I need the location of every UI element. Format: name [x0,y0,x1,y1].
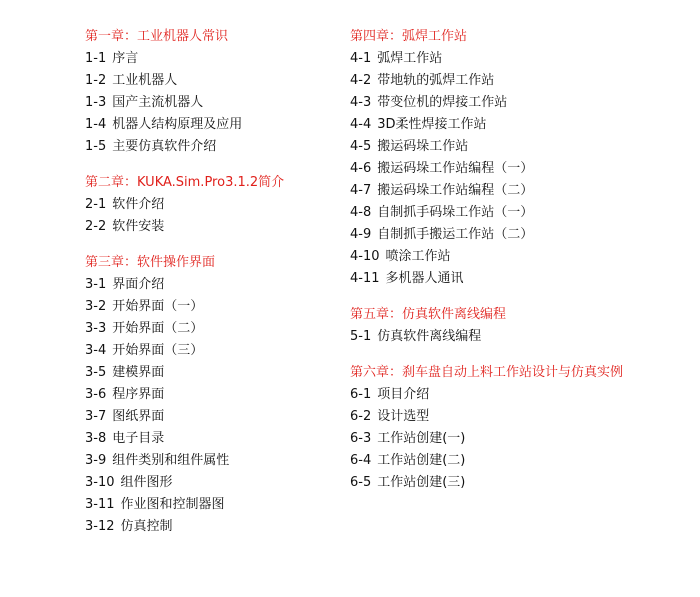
chapter-3 [85,252,335,538]
lesson-number: 4-5 [350,139,372,154]
lesson-label: 工作站创建(一) [377,431,466,446]
lesson-number: 3-1 [85,277,107,292]
lesson-label: 喷涂工作站 [385,249,451,264]
chapter-title: 第五章：仿真软件离线编程 [350,307,507,322]
lesson-item[interactable] [350,70,680,92]
lesson-number: 3-8 [85,431,107,446]
lesson-label: 仿真控制 [120,519,173,534]
lesson-item[interactable] [350,472,680,494]
lesson-label: 软件介绍 [112,197,165,212]
lesson-item[interactable] [85,136,335,158]
chapter-1 [85,26,335,158]
lesson-label: 工作站创建(三) [377,475,466,490]
lesson-number: 3-7 [85,409,107,424]
lesson-number: 4-6 [350,161,372,176]
lesson-label: 开始界面（三） [112,343,204,358]
lesson-number: 4-2 [350,73,372,88]
lesson-item[interactable] [350,92,680,114]
lesson-number: 3-5 [85,365,107,380]
lesson-label: 软件安装 [112,219,165,234]
lesson-label: 弧焊工作站 [377,51,443,66]
chapter-title: 第四章：弧焊工作站 [350,29,468,44]
lesson-label: 图纸界面 [112,409,165,424]
lesson-number: 4-9 [350,227,372,242]
lesson-item[interactable] [85,70,335,92]
lesson-number: 4-4 [350,117,372,132]
lesson-item[interactable] [85,472,335,494]
lesson-item[interactable] [350,180,680,202]
lesson-number: 1-4 [85,117,107,132]
lesson-number: 3-4 [85,343,107,358]
lesson-label: 自制抓手码垛工作站（一） [377,205,534,220]
lesson-item[interactable] [350,450,680,472]
lesson-item[interactable] [85,494,335,516]
lesson-item[interactable] [350,246,680,268]
lesson-label: 3D柔性焊接工作站 [377,117,487,132]
lesson-number: 1-1 [85,51,107,66]
chapter-5 [350,304,680,348]
lesson-item[interactable] [350,202,680,224]
chapter-title: 第二章：KUKA.Sim.Pro3.1.2简介 [85,175,285,190]
lesson-item[interactable] [85,318,335,340]
lesson-number: 6-3 [350,431,372,446]
lesson-item[interactable] [350,384,680,406]
lesson-label: 工业机器人 [112,73,178,88]
lesson-number: 4-10 [350,249,380,264]
lesson-number: 4-8 [350,205,372,220]
lesson-item[interactable] [350,48,680,70]
lesson-label: 主要仿真软件介绍 [112,139,217,154]
chapter-6 [350,362,680,494]
lesson-item[interactable] [350,114,680,136]
chapter-title: 第六章：刹车盘自动上料工作站设计与仿真实例 [350,365,624,380]
chapter-title: 第三章：软件操作界面 [85,255,216,270]
lesson-item[interactable] [350,158,680,180]
lesson-number: 6-4 [350,453,372,468]
chapter-4 [350,26,680,290]
lesson-item[interactable] [85,114,335,136]
lesson-label: 搬运码垛工作站编程（二） [377,183,534,198]
chapter-title: 第一章：工业机器人常识 [85,29,229,44]
lesson-item[interactable] [350,428,680,450]
lesson-number: 3-10 [85,475,115,490]
lesson-item[interactable] [350,268,680,290]
lesson-number: 3-3 [85,321,107,336]
lesson-label: 自制抓手搬运工作站（二） [377,227,534,242]
lesson-label: 开始界面（一） [112,299,204,314]
lesson-label: 开始界面（二） [112,321,204,336]
lesson-item[interactable] [85,450,335,472]
lesson-item[interactable] [85,428,335,450]
lesson-item[interactable] [350,136,680,158]
lesson-number: 2-2 [85,219,107,234]
lesson-item[interactable] [85,194,335,216]
lesson-number: 3-12 [85,519,115,534]
lesson-number: 3-2 [85,299,107,314]
lesson-item[interactable] [85,362,335,384]
lesson-label: 国产主流机器人 [112,95,204,110]
lesson-label: 组件类别和组件属性 [112,453,230,468]
lesson-label: 搬运码垛工作站编程（一） [377,161,534,176]
lesson-label: 机器人结构原理及应用 [112,117,243,132]
lesson-item[interactable] [85,406,335,428]
lesson-number: 6-2 [350,409,372,424]
lesson-label: 项目介绍 [377,387,430,402]
lesson-label: 仿真软件离线编程 [377,329,482,344]
lesson-label: 多机器人通讯 [385,271,464,286]
left-column [85,26,335,552]
lesson-label: 电子目录 [112,431,165,446]
lesson-number: 6-5 [350,475,372,490]
lesson-item[interactable] [85,48,335,70]
lesson-number: 4-1 [350,51,372,66]
lesson-item[interactable] [85,384,335,406]
lesson-label: 序言 [112,51,139,66]
lesson-number: 5-1 [350,329,372,344]
lesson-label: 建模界面 [112,365,165,380]
lesson-number: 3-9 [85,453,107,468]
lesson-number: 4-3 [350,95,372,110]
lesson-number: 4-7 [350,183,372,198]
lesson-item[interactable] [85,216,335,238]
lesson-label: 搬运码垛工作站 [377,139,469,154]
chapter-2 [85,172,335,238]
lesson-item[interactable] [350,224,680,246]
lesson-number: 2-1 [85,197,107,212]
lesson-item[interactable] [85,340,335,362]
lesson-item[interactable] [85,274,335,296]
lesson-item[interactable] [85,296,335,318]
lesson-label: 设计选型 [377,409,430,424]
lesson-number: 1-3 [85,95,107,110]
lesson-number: 3-6 [85,387,107,402]
lesson-item[interactable] [350,326,680,348]
lesson-label: 工作站创建(二) [377,453,466,468]
lesson-number: 1-5 [85,139,107,154]
right-column [350,26,680,508]
lesson-label: 组件图形 [120,475,173,490]
lesson-label: 程序界面 [112,387,165,402]
lesson-number: 4-11 [350,271,380,286]
lesson-label: 带变位机的焊接工作站 [377,95,508,110]
lesson-label: 作业图和控制器图 [120,497,225,512]
lesson-item[interactable] [350,406,680,428]
lesson-item[interactable] [85,516,335,538]
lesson-label: 带地轨的弧焊工作站 [377,73,495,88]
lesson-number: 3-11 [85,497,115,512]
lesson-number: 6-1 [350,387,372,402]
lesson-item[interactable] [85,92,335,114]
lesson-number: 1-2 [85,73,107,88]
lesson-label: 界面介绍 [112,277,165,292]
